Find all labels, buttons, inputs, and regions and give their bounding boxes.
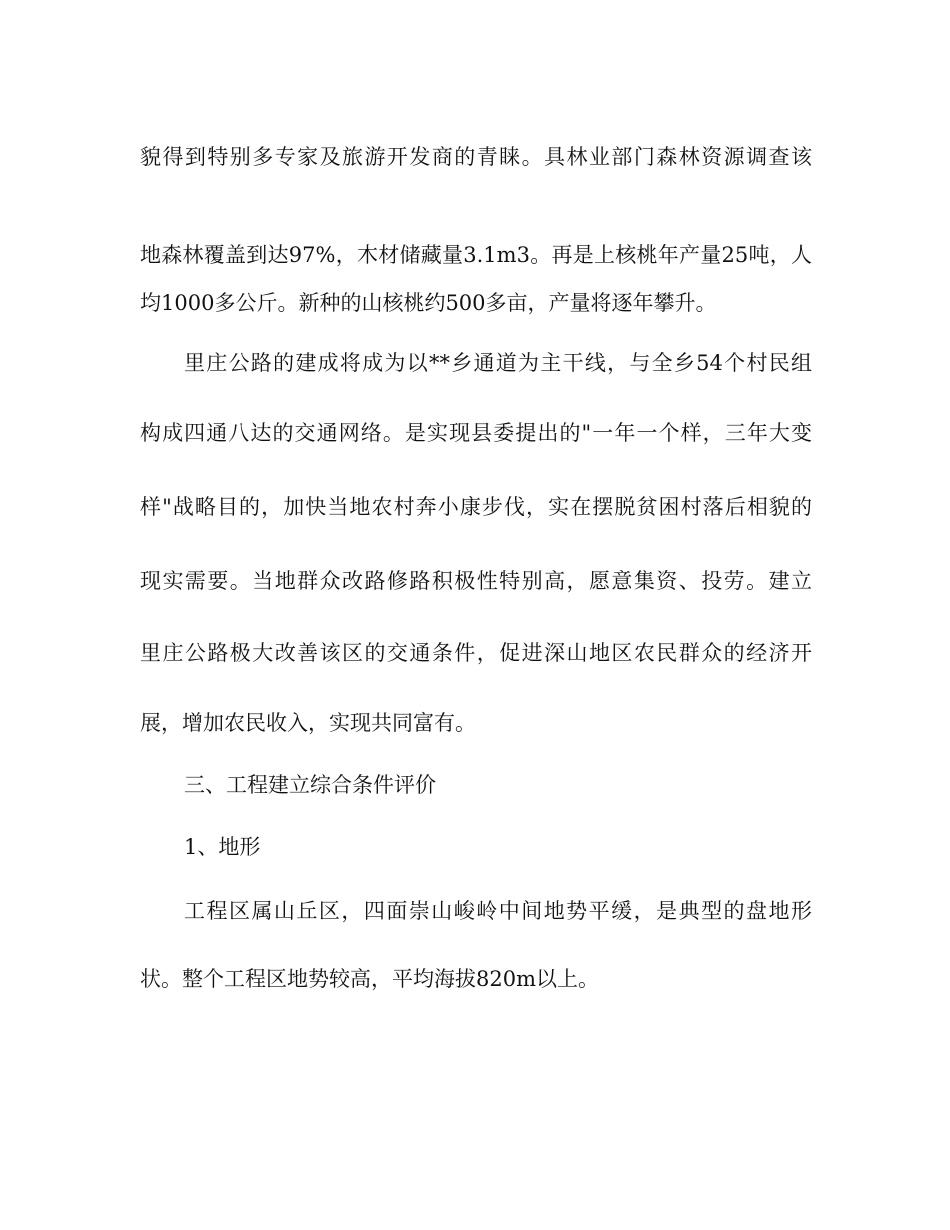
text-line: 现实需要。当地群众改路修路积极性特别高，愿意集资、投劳。建立 xyxy=(140,569,812,593)
text-line: 工程区属山丘区，四面崇山峻岭中间地势平缓，是典型的盘地形 xyxy=(184,899,812,923)
text-line: 展，增加农民收入，实现共同富有。 xyxy=(140,711,476,735)
text-line: 构成四通八达的交通网络。是实现县委提出的"一年一个样，三年大变 xyxy=(140,421,812,445)
subsection-heading: 1、地形 xyxy=(184,835,261,859)
text-line: 里庄公路极大改善该区的交通条件，促进深山地区农民群众的经济开 xyxy=(140,641,812,665)
section-heading: 三、工程建立综合条件评价 xyxy=(184,773,436,797)
text-line: 状。整个工程区地势较高，平均海拔820m以上。 xyxy=(140,967,599,991)
text-line: 地森林覆盖到达97%，木材储藏量3.1m3。再是上核桃年产量25吨，人 xyxy=(140,243,812,267)
text-line: 均1000多公斤。新种的山核桃约500多亩，产量将逐年攀升。 xyxy=(140,291,717,315)
text-line: 貌得到特别多专家及旅游开发商的青睐。具林业部门森林资源调查该 xyxy=(140,145,812,169)
text-line: 里庄公路的建成将成为以**乡通道为主干线，与全乡54个村民组 xyxy=(184,351,812,375)
text-line: 样"战略目的，加快当地农村奔小康步伐，实在摆脱贫困村落后相貌的 xyxy=(140,495,812,519)
